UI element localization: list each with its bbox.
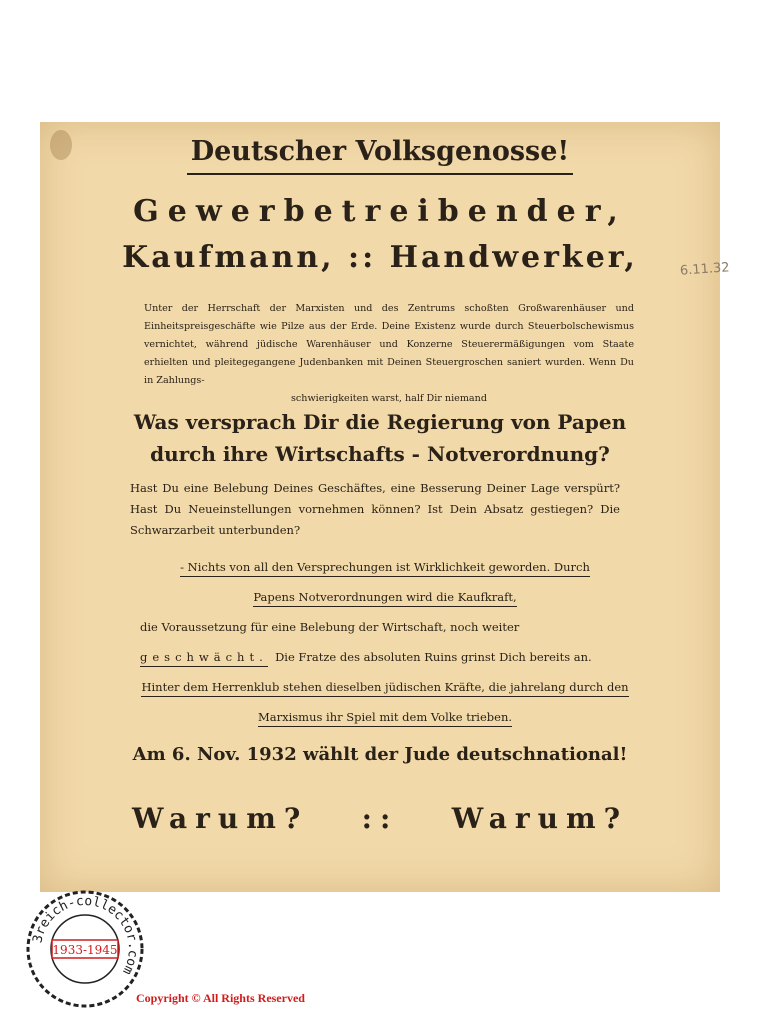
statement-line-4b: Die Fratze des absoluten Ruins grinst Dich bereits an.: [275, 650, 592, 664]
intro-paragraph-text: Unter der Herrschaft der Marxisten und des Zentrums schoßten Großwarenhäuser und Einheitspreisgeschäfte wie Pilze aus der Erde. Deine Existenz wurde durch Steuerbolschewismus vernichtet, während jüdische Warenhäuser und Konzerne Steuerermäßigungen vom Staate erhielten und pleitegegangene Judenbanken mit Deinen Steuergroschen saniert wurden. Wenn Du in Zahlungs-: [144, 303, 634, 386]
election-line: Am 6. Nov. 1932 wählt der Jude deutschnational!: [132, 744, 628, 765]
pencil-date-note: 6.11.32: [679, 260, 731, 279]
statement-line-6: Marxismus ihr Spiel mit dem Volke trieben.: [258, 710, 512, 727]
statement-line-3: die Voraussetzung für eine Belebung der Wirtschaft, noch weiter: [140, 620, 520, 634]
question-heading: [40, 406, 720, 470]
stamp-ring-text: 3reich-collector.com: [30, 893, 141, 977]
leaflet-header: [40, 136, 720, 175]
questions-paragraph: Hast Du eine Belebung Deines Geschäftes, eine Besserung Deiner Lage verspürt? Hast Du Neueinstellungen vornehmen können? Ist Dein Absatz gestiegen? Die Schwarzarbeit unterbunden?: [130, 481, 620, 537]
statement-block: [140, 552, 630, 732]
statement-line-5: Hinter dem Herrenklub stehen dieselben jüdischen Kräfte, die jahrelang durch den: [141, 680, 628, 697]
warum-right: Warum?: [451, 802, 628, 835]
question-line-2: durch ihre Wirtschafts - Notverordnung?: [150, 442, 610, 466]
statement-line-1: - Nichts von all den Versprechungen ist Wirklichkeit geworden. Durch: [180, 560, 590, 577]
statement-line-4a: geschwächt.: [140, 650, 268, 667]
stamp-years: 1933-1945: [52, 943, 118, 957]
header-text: Deutscher Volksgenosse!: [187, 136, 574, 175]
warum-left: Warum?: [132, 802, 309, 835]
warum-line: [132, 802, 628, 835]
statement-line-2: Papens Notverordnungen wird die Kaufkraft,: [253, 590, 516, 607]
intro-paragraph-last-line: schwierigkeiten warst, half Dir niemand: [291, 393, 487, 404]
warum-separator: ::: [361, 802, 399, 835]
leaflet-paper: [40, 122, 731, 892]
copyright-notice: Copyright © All Rights Reserved: [136, 991, 305, 1005]
intro-paragraph: [144, 300, 634, 408]
headline-line-1: Gewerbetreibender,: [133, 194, 627, 229]
collector-stamp-seal: [24, 888, 146, 1010]
headline-line-2: Kaufmann, :: Handwerker,: [122, 240, 638, 275]
question-line-1: Was versprach Dir die Regierung von Papen: [133, 410, 627, 434]
